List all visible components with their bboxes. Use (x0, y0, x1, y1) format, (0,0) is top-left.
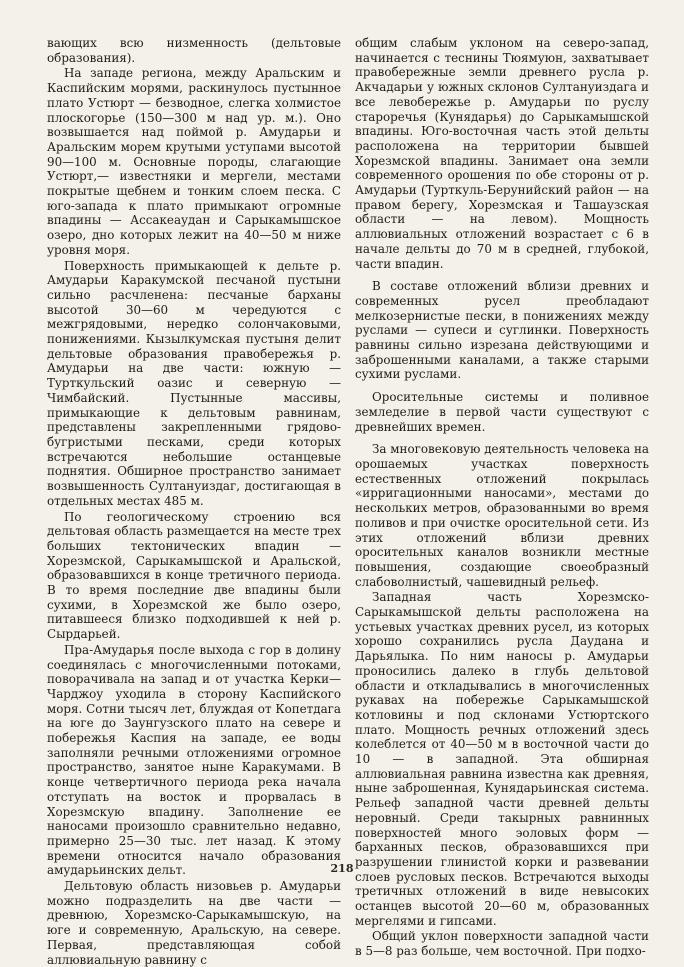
paragraph: вающих всю низменность (дельтовые образования). (47, 36, 341, 65)
paragraph: Дельтовую область низовьев р. Амударьи можно подразделить на две части — древнюю, Хорезмско-Сарыкамышскую, на юге и современную, Аральскую, на севере. Первая, представляющая собой аллювиальную равнину с (47, 879, 341, 967)
paragraph: Оросительные системы и поливное земледелие в первой части существуют с древнейших времен. (355, 390, 649, 434)
left-column (47, 36, 341, 967)
page-number: 218 (330, 862, 354, 875)
paragraph: На западе региона, между Аральским и Каспийским морями, раскинулось пустынное плато Устюрт — безводное, слегка холмистое плоскогорье (150—300 м над ур. м.). Оно возвышается над поймой р. Амударьи и Аральским морем крутыми уступами высотой 90—100 м. Основные породы, слагающие Устюрт,— известняки и мергели, местами покрытые щебнем и тонким слоем песка. С юго-запада к плато примыкают огромные впадины — Ассакеаудан и Сарыкамышское озеро, дно которых лежит на 40—50 м ниже уровня моря. (47, 66, 341, 257)
paragraph: Поверхность примыкающей к дельте р. Амударьи Каракумской песчаной пустыни сильно расчленена: песчаные барханы высотой 30—60 м чередуются с межгрядовыми, нередко солончаковыми, понижениями. Кызылкумская пустыня делит дельтовые образования правобережья р. Амударьи на две части: южную — Турткульский оазис и северную — Чимбайский. Пустынные массивы, примыкающие к дельтовым равнинам, представлены закрепленными грядово-бугристыми песками, среди которых встречаются небольшие останцевые поднятия. Обширное пространство занимает возвышенность Султануиздаг, достигающая в отдельных местах 485 м. (47, 258, 341, 508)
paragraph: Западная часть Хорезмско-Сарыкамышской дельты расположена на устьевых участках древних русел, из которых хорошо сохранились русла Даудана и Дарьялыка. По ним наносы р. Амударьи проносились далеко в глубь дельтовой области и откладывались в многочисленных рукавах на побережье Сарыкамышской котловины и под склонами Устюртского плато. Мощность речных отложений здесь колеблется от 40—50 м в восточной части до 10 — в западной. Эта обширная аллювиальная равнина известна как древняя, ныне заброшенная, Кунядарьинская система. Рельеф западной части древней дельты неровный. Среди такырных равнинных поверхностей много эоловых форм — барханных песков, образовавшихся при разрушении глинистой корки и развевании слоев русловых песков. Встречаются выходы третичных отложений в виде невысоких останцев высотой 20—60 м, образованных мергелями и гипсами. (355, 590, 649, 928)
paragraph: общим слабым уклоном на северо-запад, начинается с теснины Тюямуюн, захватывает правобережные земли древнего русла р. Акчадарьи у южных склонов Султануиздага и все левобережье р. Амударьи по руслу староречья (Кунядарья) до Сарыкамышской впадины. Юго-восточная часть этой дельты расположена на территории бывшей Хорезмской впадины. Занимает она земли современного орошения по обе стороны от р. Амударьи (Турткуль-Берунийский район — на правом берегу, Хорезмская и Ташаузская области — на левом). Мощность аллювиальных отложений возрастает с 6 в начале дельты до 70 м в средней, глубокой, части впадин. (355, 36, 649, 271)
paragraph: За многовековую деятельность человека на орошаемых участках поверхность естественных отложений покрылась «ирригационными наносами», местами до нескольких метров, образованными во время поливов и при очистке оросительной сети. Из этих отложений вблизи древних оросительных каналов возникли местные повышения, создающие своеобразный слабоволнистый, чашевидный рельеф. (355, 442, 649, 589)
right-column (355, 36, 649, 959)
paragraph: Общий уклон поверхности западной части в 5—8 раз больше, чем восточной. При подхо- (355, 929, 649, 959)
paragraph: По геологическому строению вся дельтовая область размещается на месте трех больших тектонических впадин — Хорезмской, Сарыкамышской и Аральской, образовавшихся в конце третичного периода. В то время последние две впадины были сухими, в Хорезмской же было озеро, питавшееся близко подходившей к ней р. Сырдарьей. (47, 509, 341, 642)
paragraph: В составе отложений вблизи древних и современных русел преобладают мелкозернистые пески, в понижениях между руслами — супеси и суглинки. Поверхность равнины сильно изрезана действующими и заброшенными каналами, а также старыми сухими руслами. (355, 279, 649, 382)
paragraph: Пра-Амударья после выхода с гор в долину соединялась с многочисленными потоками, поворачивала на запад и от участка Керки—Чарджоу уходила в сторону Каспийского моря. Сотни тысяч лет, блуждая от Копетдага на юге до Заунгузского плато на севере и побережья Каспия на западе, ее воды заполняли речными отложениями огромное пространство, занятое ныне Каракумами. В конце четвертичного периода река начала отступать на восток и прорвалась в Хорезмскую впадину. Заполнение ее наносами произошло сравнительно недавно, примерно 25—30 тыс. лет назад. К этому времени относится начало образования амударьинских дельт. (47, 642, 341, 878)
